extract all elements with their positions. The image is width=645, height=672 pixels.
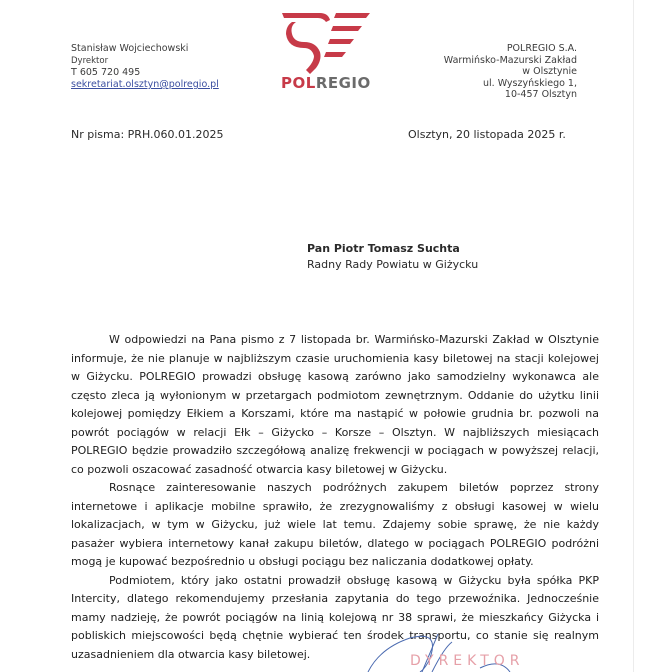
company-line: POLREGIO S.A.	[506, 43, 577, 54]
scan-edge-line	[633, 0, 634, 672]
wordmark-pol: POL	[281, 74, 316, 92]
sender-role: Dyrektor	[71, 56, 109, 66]
wordmark-regio: REGIO	[315, 74, 371, 92]
addressee-block	[307, 241, 478, 273]
sender-phone: T 605 720 495	[71, 67, 141, 78]
sender-block	[71, 43, 219, 91]
body-paragraph: Podmiotem, który jako ostatni prowadził obsługę kasową w Giżycku była spółka PKP Intercity, dlatego rekomendujemy przesłania zapytania do tego przewoźnika. Jednocześnie mamy nadzieję, że powrót pociągów na linią kolejową nr 38 sprawi, że mieszkańcy Giżycka i pobliskich miejscowości będą chętnie wybierać ten środek transportu, co stanie się realnym uzasadnieniem dla otwarcia kasy biletowej.	[71, 573, 599, 661]
letter-reference: Nr pisma: PRH.060.01.2025	[71, 128, 224, 141]
letter-body	[71, 331, 599, 664]
company-address-block	[444, 43, 577, 101]
company-line: ul. Wyszyńskiego 1,	[483, 77, 577, 89]
body-paragraph: W odpowiedzi na Pana pismo z 7 listopada br. Warmińsko-Mazurski Zakład w Olsztynie informuje, że nie planuje w najbliższym czasie uruchomienia kasy biletowej na stacji kolejowej w Giżycku. POLREGIO prowadzi obsługę kasową zarówno jako samodzielny wykonawca ale często zleca ją wyłonionym w przetargach podmiotom zewnętrznym. Oddanie do użytku linii kolejowej pomiędzy Ełkiem a Korszami, które ma nastąpić w połowie grudnia br. pozwoli na powrót pociągów w relacji Ełk – Giżycko – Korsze – Olsztyn. W najbliższych miesiącach POLREGIO będzie prowadziło szczegółową analizę frekwencji w pociągach w powyższej relacji, co pozwoli oszacować zasadność otwarcia kasy biletowej w Giżycku.	[71, 333, 599, 476]
company-line: Warmińsko-Mazurski Zakład	[443, 54, 577, 66]
sender-email-link[interactable]: sekretariat.olsztyn@polregio.pl	[71, 79, 219, 90]
company-line: w Olsztynie	[522, 66, 577, 77]
body-paragraph: Rosnące zainteresowanie naszych podróżnych zakupem biletów poprzez strony internetowe i aplikacje mobilne sprawiło, że zrezygnowaliśmy z obsługi kasowej w wielu lokalizacjach, w tym w Giżycku, już wiele lat temu. Zdajemy sobie sprawę, że nie każdy pasażer wybiera internetowy kanał zakupu biletów, dlatego w pociągach POLREGIO podróżni mogą je kupować bezpośrednio u obsługi pociągu bez naliczania dodatkowej opłaty.	[71, 481, 599, 568]
addressee-title: Radny Rady Powiatu w Giżycku	[307, 258, 479, 271]
addressee-name: Pan Piotr Tomasz Suchta	[307, 242, 460, 255]
company-line: 10-457 Olsztyn	[504, 89, 577, 100]
director-stamp: DYREKTOR	[410, 653, 525, 669]
polregio-wordmark	[281, 74, 371, 92]
sender-name: Stanisław Wojciechowski	[71, 43, 189, 54]
letter-date: Olsztyn, 20 listopada 2025 r.	[408, 128, 566, 141]
